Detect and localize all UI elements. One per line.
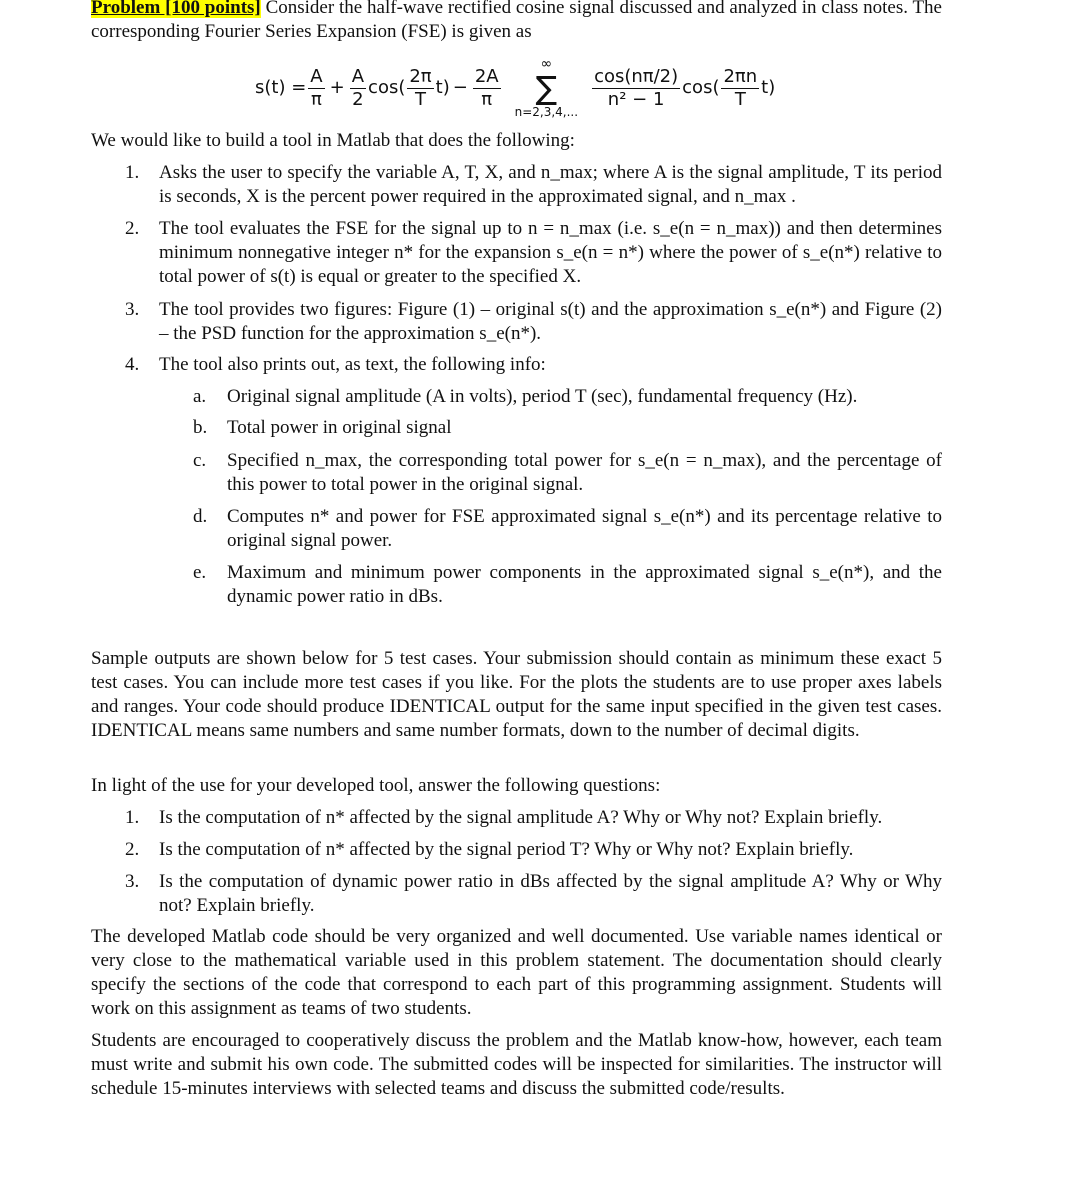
t: t) xyxy=(761,77,776,98)
step-text: The tool provides two figures: Figure (1) – original s(t) and the approximation s_e(n*) and Figure (2) – the PSD function for the approximation s_e(n*). xyxy=(159,299,942,344)
fraction xyxy=(308,66,324,111)
fraction xyxy=(473,66,501,111)
substep-letter: e. xyxy=(193,562,207,583)
step-number: 4. xyxy=(125,354,140,375)
question-text: Is the computation of dynamic power ratio in dBs affected by the signal amplitude A? Why or Why not? Explain briefly. xyxy=(159,871,942,916)
numerator: 2A xyxy=(474,65,499,87)
numerator: A xyxy=(310,65,323,87)
problem-intro xyxy=(91,0,942,44)
question-number: 3. xyxy=(125,871,140,892)
question-text: Is the computation of n* affected by the signal period T? Why or Why not? Explain briefly. xyxy=(159,839,854,860)
plus: + xyxy=(329,77,345,98)
problem-label: Problem [100 points] xyxy=(91,0,261,18)
fraction xyxy=(407,66,433,111)
summation xyxy=(515,57,578,119)
step-text: The tool also prints out, as text, the following info: xyxy=(159,354,546,375)
sum-upper: ∞ xyxy=(540,56,553,72)
substep-letter: b. xyxy=(193,417,208,438)
substep-letter: d. xyxy=(193,506,208,527)
sample-paragraph: Sample outputs are shown below for 5 test cases. Your submission should contain as minimum these exact 5 test cases. You can include more test cases if you like. For the plots the students are to use proper axes labels and ranges. Your code should produce IDENTICAL output for the same input specified in the given test cases. IDENTICAL means same numbers and same number formats, down to the number of decimal digits. xyxy=(91,648,942,741)
problem-intro-text: Consider the half-wave rectified cosine signal discussed and analyzed in class notes. The corresponding Fourier Series Expansion (FSE) is given as xyxy=(91,0,942,42)
substep-text: Maximum and minimum power components in the approximated signal s_e(n*), and the dynamic power ratio in dBs. xyxy=(227,562,942,607)
substep-letter: c. xyxy=(193,450,207,471)
step-text: The tool evaluates the FSE for the signal up to n = n_max (i.e. s_e(n = n_max)) and then determines minimum nonnegative integer n* for the expansion s_e(n = n*) where the power of s_e(n*) relative to total power of s(t) is equal or greater to the specified X. xyxy=(159,218,942,287)
question-number: 1. xyxy=(125,807,140,828)
t: t) xyxy=(435,77,450,98)
question-number: 2. xyxy=(125,839,140,860)
collaboration-paragraph: Students are encouraged to cooperatively discuss the problem and the Matlab know-how, however, each team must write and submit his own code. The submitted codes will be inspected for similarities. The instructor will schedule 15-minutes interviews with selected teams and discuss the submitted code/results. xyxy=(91,1030,942,1099)
denominator: π xyxy=(311,88,322,110)
documentation-paragraph: The developed Matlab code should be very organized and well documented. Use variable names identical or very close to the mathematical variable used in this problem statement. The documentation should clearly specify the sections of the code that correspond to each part of this programming assignment. Students will work on this assignment as teams of two students. xyxy=(91,926,942,1019)
step-text: Asks the user to specify the variable A, T, X, and n_max; where A is the signal amplitude, T its period is seconds, X is the percent power required in the approximated signal, and n_max . xyxy=(159,162,942,207)
minus: − xyxy=(452,77,468,98)
tool-intro: We would like to build a tool in Matlab that does the following: xyxy=(91,130,575,151)
substep-text: Computes n* and power for FSE approximated signal s_e(n*) and its percentage relative to original signal power. xyxy=(227,506,942,551)
substep-letter: a. xyxy=(193,386,207,407)
denominator: T xyxy=(415,88,426,110)
substep-text: Original signal amplitude (A in volts), period T (sec), fundamental frequency (Hz). xyxy=(227,386,858,407)
substep-text: Specified n_max, the corresponding total power for s_e(n = n_max), and the percentage of this power to total power in the original signal. xyxy=(227,450,942,495)
fraction xyxy=(721,66,759,111)
denominator: T xyxy=(734,88,746,110)
denominator: n² − 1 xyxy=(607,88,665,110)
sigma: ∑ xyxy=(535,69,558,107)
denominator: π xyxy=(481,88,493,110)
numerator: 2πn xyxy=(723,65,758,87)
substep-text: Total power in original signal xyxy=(227,417,452,438)
formula-lhs: s(t) = xyxy=(255,77,307,98)
numerator: 2π xyxy=(409,65,432,87)
sum-lower: n=2,3,4,... xyxy=(514,105,579,119)
step-number: 3. xyxy=(125,299,140,320)
cos: cos( xyxy=(368,77,406,98)
fraction xyxy=(592,66,680,111)
cos: cos( xyxy=(682,77,720,98)
step-number: 2. xyxy=(125,218,140,239)
fraction xyxy=(350,66,366,111)
questions-intro: In light of the use for your developed tool, answer the following questions: xyxy=(91,775,661,796)
fse-formula xyxy=(255,52,775,124)
step-number: 1. xyxy=(125,162,140,183)
numerator: cos(nπ/2) xyxy=(594,65,679,87)
numerator: A xyxy=(351,65,365,87)
question-text: Is the computation of n* affected by the signal amplitude A? Why or Why not? Explain briefly. xyxy=(159,807,883,828)
denominator: 2 xyxy=(352,88,364,110)
